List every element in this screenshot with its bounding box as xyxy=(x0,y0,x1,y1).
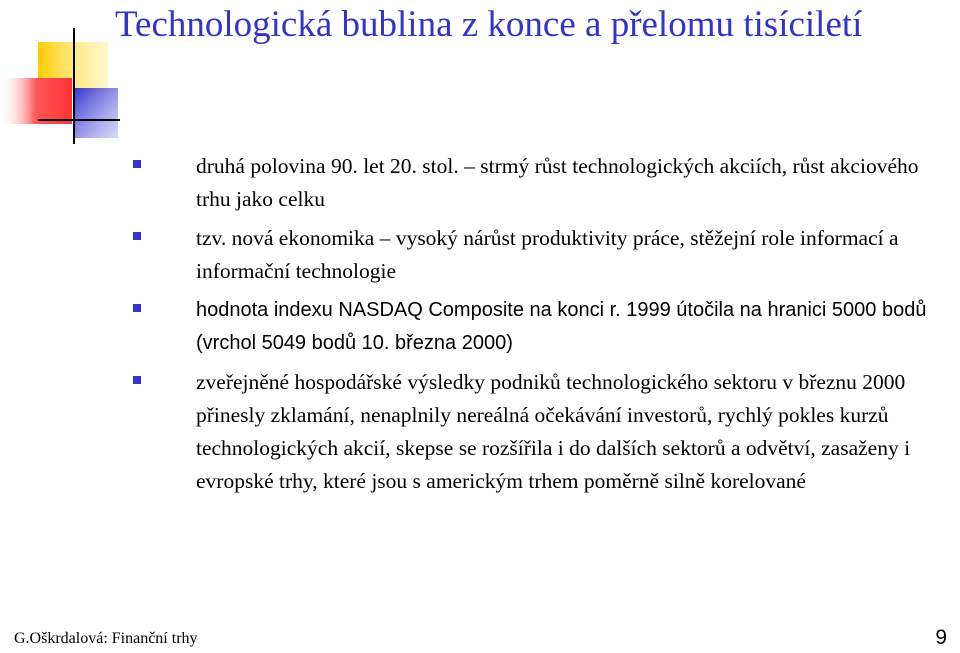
footer-author: G.Oškrdalová: Finanční trhy xyxy=(14,630,198,647)
bullet-text: druhá polovina 90. let 20. stol. – strmý růst technologických akciích, růst akciového trhu jako celku xyxy=(196,154,919,211)
bullet-text: hodnota indexu NASDAQ Composite na konci r. 1999 útočila na hranici 5000 bodů (vrchol 5049 bodů 10. března 2000) xyxy=(196,299,927,354)
bullet-list xyxy=(130,150,940,504)
square-bullet-icon xyxy=(133,304,141,312)
bullet-item xyxy=(130,222,940,288)
slide-title: Technologická bublina z konce a přelomu tisíciletí xyxy=(115,4,863,45)
decorative-squares-logo xyxy=(0,28,130,148)
bullet-text: tzv. nová ekonomika – vysoký nárůst produktivity práce, stěžejní role informací a informační technologie xyxy=(196,226,899,283)
bullet-item xyxy=(130,366,940,498)
bullet-item xyxy=(130,150,940,216)
square-bullet-icon xyxy=(133,232,141,240)
bullet-item xyxy=(130,294,940,360)
page-number: 9 xyxy=(935,626,947,649)
square-bullet-icon xyxy=(133,160,141,168)
square-bullet-icon xyxy=(133,376,141,384)
bullet-text: zveřejněné hospodářské výsledky podniků technologického sektoru v březnu 2000 přinesly zklamání, nenaplnily nereálná očekávání investorů, rychlý pokles kurzů technologických akcií, skepse se rozšířila i do dalších sektorů a odvětví, zasaženy i evropské trhy, které jsou s americkým trhem poměrně silně korelované xyxy=(196,370,911,493)
